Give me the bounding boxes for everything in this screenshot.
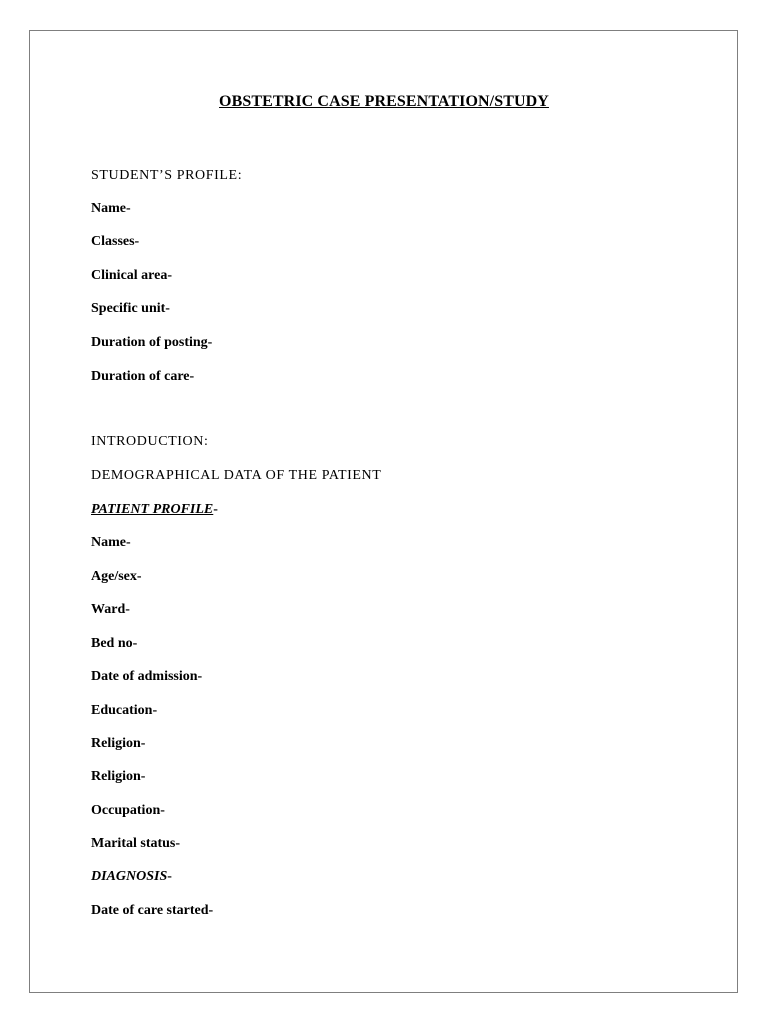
patient-bed-no-field: Bed no- [91,636,138,651]
diagnosis-label: DIAGNOSIS [91,869,168,884]
diagnosis-dash: - [167,869,172,884]
patient-religion-field-2: Religion- [91,769,146,784]
student-specific-unit-field: Specific unit- [91,301,170,316]
diagnosis-field [91,869,172,885]
introduction-heading: INTRODUCTION: [91,434,209,449]
patient-name-field: Name- [91,535,131,550]
patient-education-field: Education- [91,703,158,718]
patient-date-admission-field: Date of admission- [91,669,203,684]
patient-occupation-field: Occupation- [91,803,165,818]
student-duration-posting-field: Duration of posting- [91,335,213,350]
patient-marital-status-field: Marital status- [91,836,181,851]
student-profile-heading: STUDENT’S PROFILE: [91,168,243,183]
patient-religion-field: Religion- [91,736,146,751]
student-classes-field: Classes- [91,234,140,249]
student-clinical-area-field: Clinical area- [91,268,173,283]
demographic-heading: DEMOGRAPHICAL DATA OF THE PATIENT [91,468,382,483]
patient-profile-dash: - [213,502,218,517]
student-duration-care-field: Duration of care- [91,369,195,384]
patient-profile-label: PATIENT PROFILE [91,502,214,517]
student-name-field: Name- [91,201,131,216]
patient-age-sex-field: Age/sex- [91,569,142,584]
patient-ward-field: Ward- [91,602,130,617]
patient-profile-heading [91,502,218,518]
date-care-started-field: Date of care started- [91,903,214,918]
document-title: OBSTETRIC CASE PRESENTATION/STUDY [219,93,549,110]
